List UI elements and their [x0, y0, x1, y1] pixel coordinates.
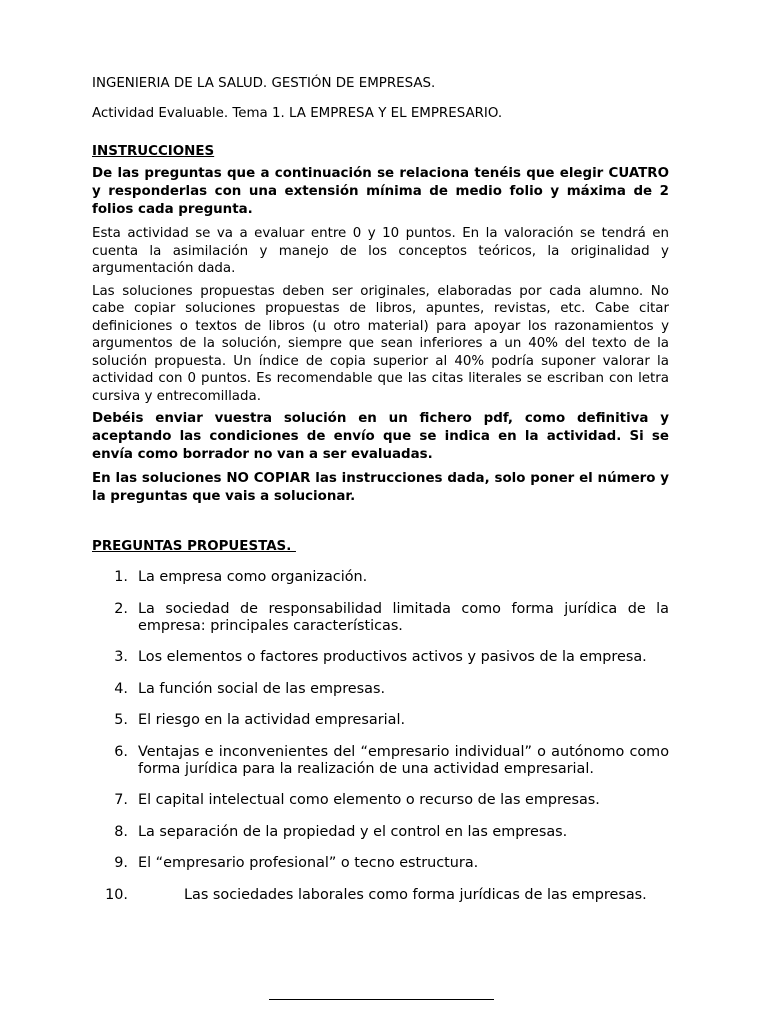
question-number: 3. [114, 649, 128, 665]
question-number: 2. [114, 600, 128, 617]
list-item [92, 649, 669, 666]
question-number: 8. [114, 823, 128, 840]
question-number: 5. [114, 712, 128, 728]
section-spacer [92, 512, 669, 538]
question-number: 9. [114, 855, 128, 871]
questions-heading: PREGUNTAS PROPUESTAS. [92, 539, 296, 554]
list-item [92, 601, 669, 635]
list-item [92, 744, 669, 778]
question-text: Los elementos o factores productivos activos y pasivos de la empresa. [138, 649, 647, 665]
questions-list [92, 569, 669, 904]
question-number: 6. [114, 743, 128, 760]
document-subtitle: Actividad Evaluable. Tema 1. LA EMPRESA Y EL EMPRESARIO. [92, 106, 503, 121]
document-page [92, 75, 669, 918]
question-text: El “empresario profesional” o tecno estructura. [138, 855, 479, 871]
question-text: La empresa como organización. [138, 569, 368, 585]
list-item [92, 681, 669, 698]
question-text: La función social de las empresas. [138, 680, 386, 697]
question-number: 10. [105, 886, 128, 903]
list-item [92, 855, 669, 872]
instructions-paragraph-4: Debéis enviar vuestra solución en un fichero pdf, como definitiva y aceptando las condiciones de envío que se indica en la actividad. Si se envía como borrador no van a ser evaluadas. [92, 411, 669, 462]
list-item [92, 792, 669, 809]
list-item [92, 887, 669, 904]
list-item [92, 824, 669, 841]
instructions-paragraph-1: De las preguntas que a continuación se relaciona tenéis que elegir CUATRO y responderlas con una extensión mínima de medio folio y máxima de 2 folios cada pregunta. [92, 166, 669, 217]
instructions-paragraph-3: Las soluciones propuestas deben ser originales, elaboradas por cada alumno. No cabe copiar soluciones propuestas de libros, apuntes, revistas, etc. Cabe citar definiciones o textos de libros (u otro material) para apoyar los razonamientos y argumentos de la solución, siempre que sean inferiores a un 40% del texto de la solución propuesta. Un índice de copia superior al 40% podría suponer valorar la actividad con 0 puntos. Es recomendable que las citas literales se escriban con letra cursiva y entrecomillada. [92, 283, 669, 404]
question-text: Ventajas e inconvenientes del “empresario individual” o autónomo como forma jurídica para la realización de una actividad empresarial. [138, 743, 669, 777]
question-text: El riesgo en la actividad empresarial. [138, 712, 406, 728]
instructions-heading: INSTRUCCIONES [92, 144, 215, 159]
question-number: 7. [114, 792, 128, 808]
list-item [92, 569, 669, 586]
question-text: La sociedad de responsabilidad limitada como forma jurídica de la empresa: principales características. [138, 600, 669, 634]
question-text: La separación de la propiedad y el control en las empresas. [138, 823, 568, 840]
instructions-paragraph-2: Esta actividad se va a evaluar entre 0 y 10 puntos. En la valoración se tendrá en cuenta la asimilación y manejo de los conceptos teóricos, la originalidad y argumentación dada. [92, 226, 669, 276]
question-text: El capital intelectual como elemento o recurso de las empresas. [138, 792, 600, 808]
question-text: Las sociedades laborales como forma jurídicas de las empresas. [184, 886, 647, 903]
instructions-paragraph-5: En las soluciones NO COPIAR las instrucciones dada, solo poner el número y la preguntas que vais a solucionar. [92, 471, 669, 504]
list-item [92, 712, 669, 729]
question-number: 4. [114, 680, 128, 697]
footer-rule [269, 999, 494, 1000]
question-number: 1. [114, 569, 128, 585]
document-title: INGENIERIA DE LA SALUD. GESTIÓN DE EMPRESAS. [92, 76, 436, 91]
